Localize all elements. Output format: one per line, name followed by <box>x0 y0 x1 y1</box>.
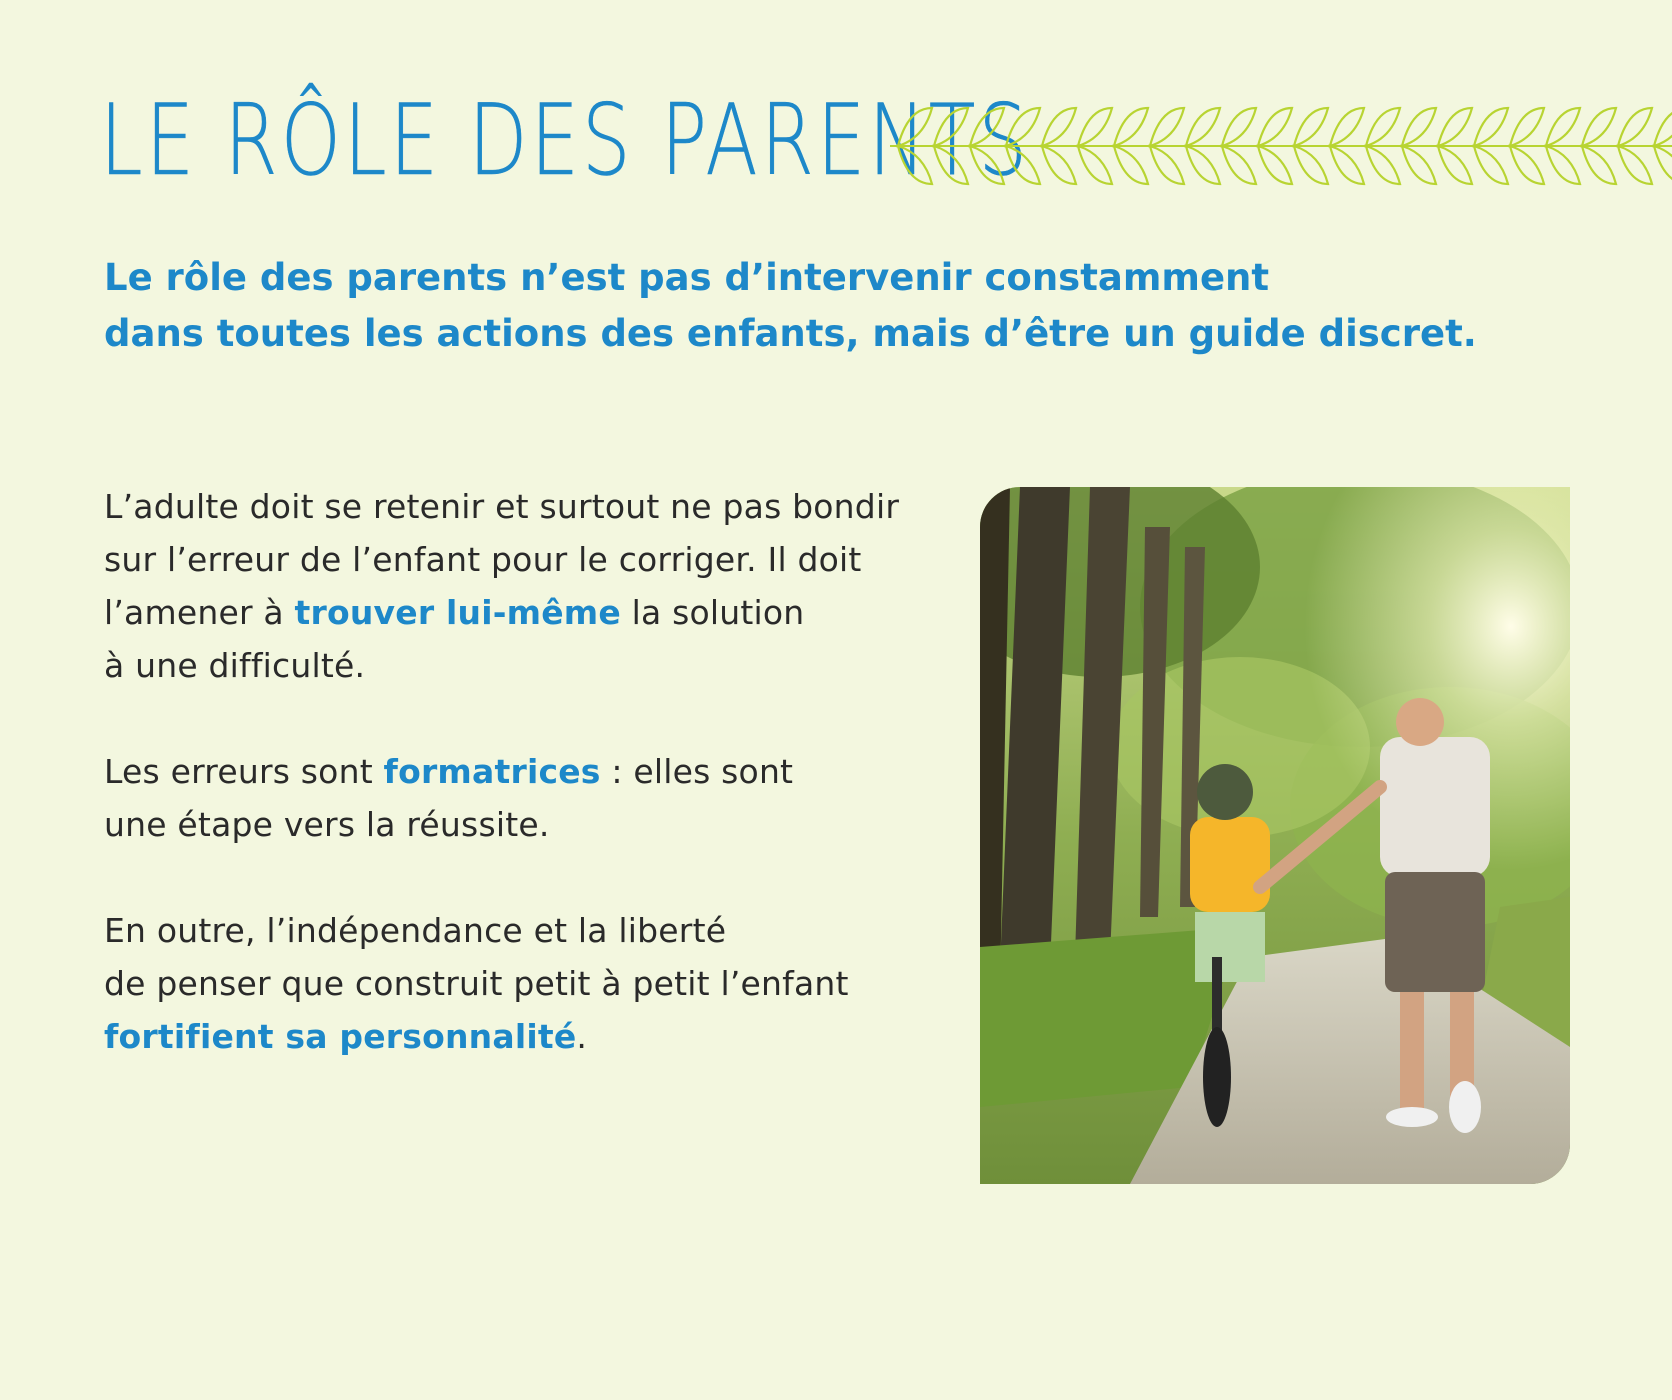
laurel-leaf <box>1042 146 1076 184</box>
laurel-leaf <box>1654 146 1672 184</box>
laurel-leaf <box>1330 146 1364 184</box>
paragraph-1 <box>104 480 964 692</box>
page-title: LE RÔLE DES PARENTS <box>100 84 1031 198</box>
laurel-leaf <box>1222 146 1256 184</box>
laurel-leaf <box>1114 146 1148 184</box>
laurel-leaf <box>1078 146 1112 184</box>
laurel-leaf <box>1294 146 1328 184</box>
laurel-leaf <box>1510 108 1544 146</box>
p1-line-2: sur l’erreur de l’enfant pour le corriger. Il doit <box>104 540 862 579</box>
body-text <box>104 480 964 1116</box>
p3-line-3 <box>104 1010 964 1063</box>
lead-line-1: Le rôle des parents n’est pas d’intervenir constamment <box>104 256 1270 299</box>
laurel-leaf <box>1258 108 1292 146</box>
laurel-leaf <box>1366 146 1400 184</box>
laurel-leaf <box>1150 108 1184 146</box>
p2-line-2: une étape vers la réussite. <box>104 805 550 844</box>
laurel-leaf <box>934 108 968 146</box>
laurel-leaf <box>1582 146 1616 184</box>
laurel-leaf <box>1474 146 1508 184</box>
laurel-leaf <box>898 108 932 146</box>
laurel-leaf <box>1618 108 1652 146</box>
laurel-decoration <box>890 100 1672 192</box>
laurel-leaf <box>1438 108 1472 146</box>
highlight-fortifient: fortifient sa personnalité <box>104 1017 577 1056</box>
laurel-leaf <box>1006 108 1040 146</box>
paragraph-2 <box>104 745 964 851</box>
highlight-formatrices: formatrices <box>383 752 601 791</box>
p1-line-3 <box>104 586 964 639</box>
laurel-leaf <box>1114 108 1148 146</box>
laurel-leaf <box>1294 108 1328 146</box>
laurel-leaf <box>1330 108 1364 146</box>
laurel-leaf <box>1618 146 1652 184</box>
lead-text <box>104 250 1524 362</box>
lead-line-2: dans toutes les actions des enfants, mais d’être un guide discret. <box>104 312 1477 355</box>
laurel-leaf <box>1402 146 1436 184</box>
laurel-leaf <box>1186 108 1220 146</box>
p1-line-4: à une difficulté. <box>104 646 366 685</box>
photo-father-child-bicycle <box>980 487 1570 1184</box>
laurel-leaf <box>1258 146 1292 184</box>
laurel-leaf <box>970 108 1004 146</box>
laurel-leaf <box>1654 108 1672 146</box>
laurel-leaf <box>970 146 1004 184</box>
laurel-leaf <box>1438 146 1472 184</box>
paragraph-3 <box>104 904 964 1063</box>
laurel-leaf <box>1546 146 1580 184</box>
p3-line-2: de penser que construit petit à petit l’enfant <box>104 964 849 1003</box>
laurel-leaf <box>1186 146 1220 184</box>
p2-line-1-before: Les erreurs sont <box>104 752 384 791</box>
laurel-leaf <box>1510 146 1544 184</box>
p1-line-3-after: la solution <box>620 593 805 632</box>
laurel-leaf <box>1042 108 1076 146</box>
laurel-leaf <box>1150 146 1184 184</box>
laurel-leaf <box>1582 108 1616 146</box>
laurel-leaf <box>1222 108 1256 146</box>
highlight-trouver: trouver lui-même <box>294 593 621 632</box>
laurel-leaf <box>1006 146 1040 184</box>
laurel-leaf <box>934 146 968 184</box>
laurel-leaf <box>1402 108 1436 146</box>
p2-line-1 <box>104 745 964 798</box>
p1-line-3-before: l’amener à <box>104 593 295 632</box>
p2-line-1-after: : elles sont <box>600 752 794 791</box>
laurel-leaf <box>1078 108 1112 146</box>
laurel-leaf <box>1366 108 1400 146</box>
p3-line-3-after: . <box>576 1017 588 1056</box>
p1-line-1: L’adulte doit se retenir et surtout ne pas bondir <box>104 487 900 526</box>
p3-line-1: En outre, l’indépendance et la liberté <box>104 911 727 950</box>
laurel-leaf <box>1546 108 1580 146</box>
laurel-leaf <box>898 146 932 184</box>
laurel-leaf <box>1474 108 1508 146</box>
